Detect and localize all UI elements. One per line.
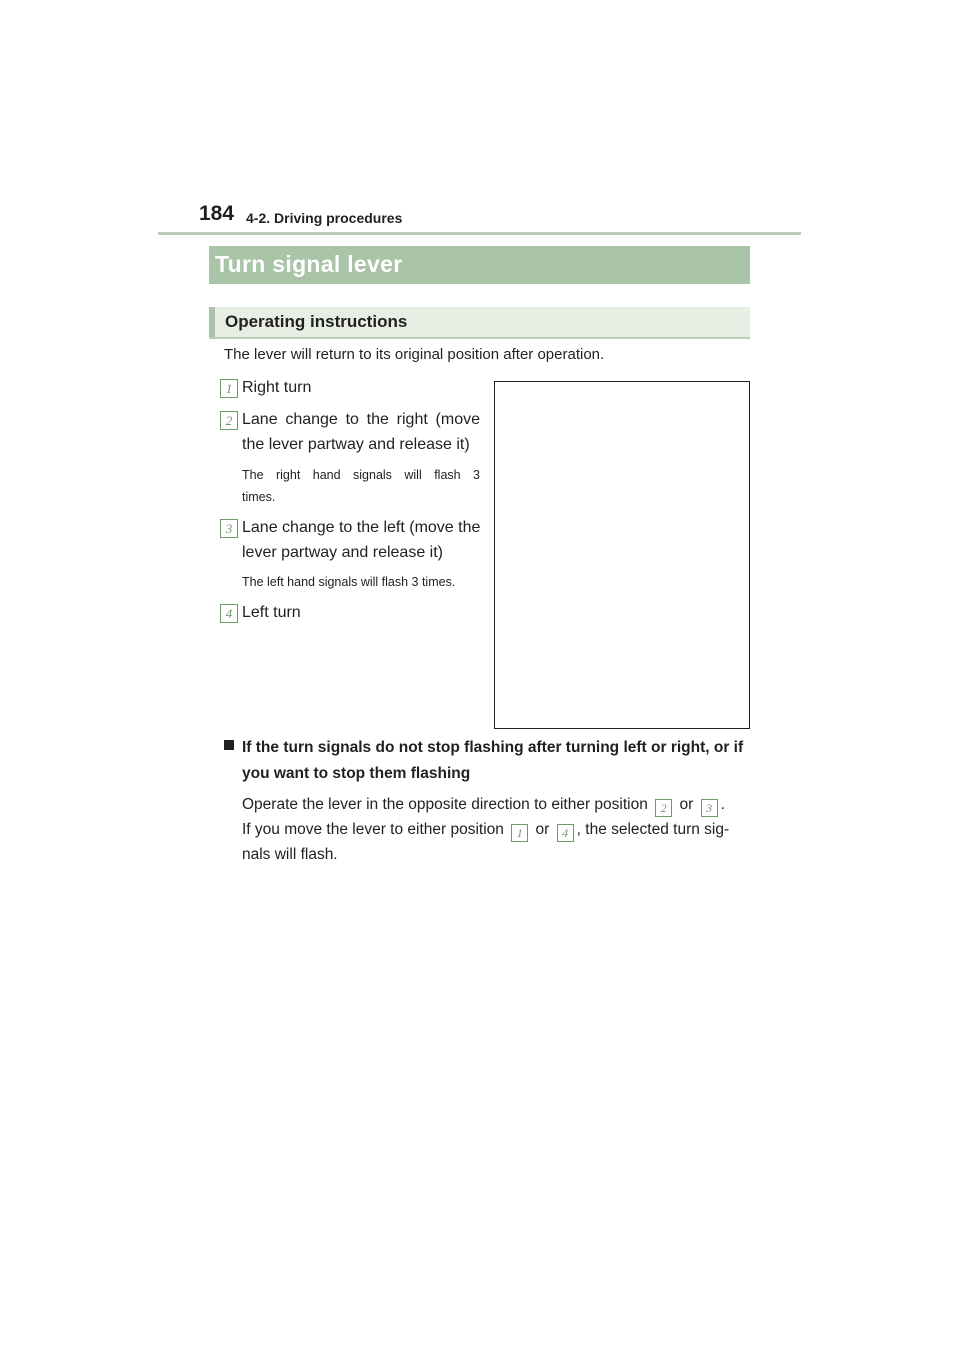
item-2-line-2: the lever partway and release it): [242, 436, 470, 453]
item-1-text: Right turn: [242, 379, 312, 396]
title-bar: [209, 246, 750, 284]
item-3-line-2: lever partway and release it): [242, 544, 443, 561]
item-3-line-1: Lane change to the left (move the: [242, 519, 481, 536]
page-number: 184: [199, 202, 235, 225]
inline-number: 4: [557, 824, 574, 842]
bullet-heading: [242, 735, 750, 787]
item-2-note-2: times.: [242, 490, 276, 504]
inline-number: 1: [511, 824, 528, 842]
item-2-note-1: The right hand signals will flash 3: [242, 468, 480, 482]
bullet-heading-line-1: If the turn signals do not stop flashing after turning left or right, or if: [242, 739, 744, 756]
para-text: .: [720, 796, 725, 813]
para-text: or: [679, 796, 694, 813]
header-divider: [158, 232, 801, 235]
bullet-paragraph-line-2: [242, 817, 729, 842]
item-number-3: 3: [220, 519, 238, 538]
item-number-4: 4: [220, 604, 238, 623]
item-number-1: 1: [220, 379, 238, 398]
item-number-2: 2: [220, 411, 238, 430]
bullet-marker: [224, 740, 234, 750]
para-text: Operate the lever in the opposite direction to either position: [242, 796, 648, 813]
bullet-paragraph-line-1: [242, 792, 725, 817]
page-title: Turn signal lever: [215, 251, 403, 277]
item-4-text: Left turn: [242, 604, 301, 621]
bullet-heading-line-2: you want to stop them flashing: [242, 765, 471, 782]
inline-number: 2: [655, 799, 672, 817]
bullet-paragraph-line-3: nals will flash.: [242, 846, 338, 863]
item-3-note-1: The left hand signals will flash 3 times.: [242, 575, 456, 589]
para-text: , the selected turn sig-: [576, 821, 730, 838]
item-2-line-1: Lane change to the right (move: [242, 411, 480, 428]
inline-number: 3: [701, 799, 718, 817]
intro-text: The lever will return to its original position after operation.: [224, 346, 605, 363]
subtitle-accent: [209, 307, 215, 337]
para-text: If you move the lever to either position: [242, 821, 504, 838]
subtitle-bar: [209, 307, 750, 339]
subtitle: Operating instructions: [225, 312, 408, 331]
para-text: or: [535, 821, 550, 838]
section-header: 4-2. Driving procedures: [246, 210, 403, 226]
lever-illustration: [494, 381, 750, 729]
